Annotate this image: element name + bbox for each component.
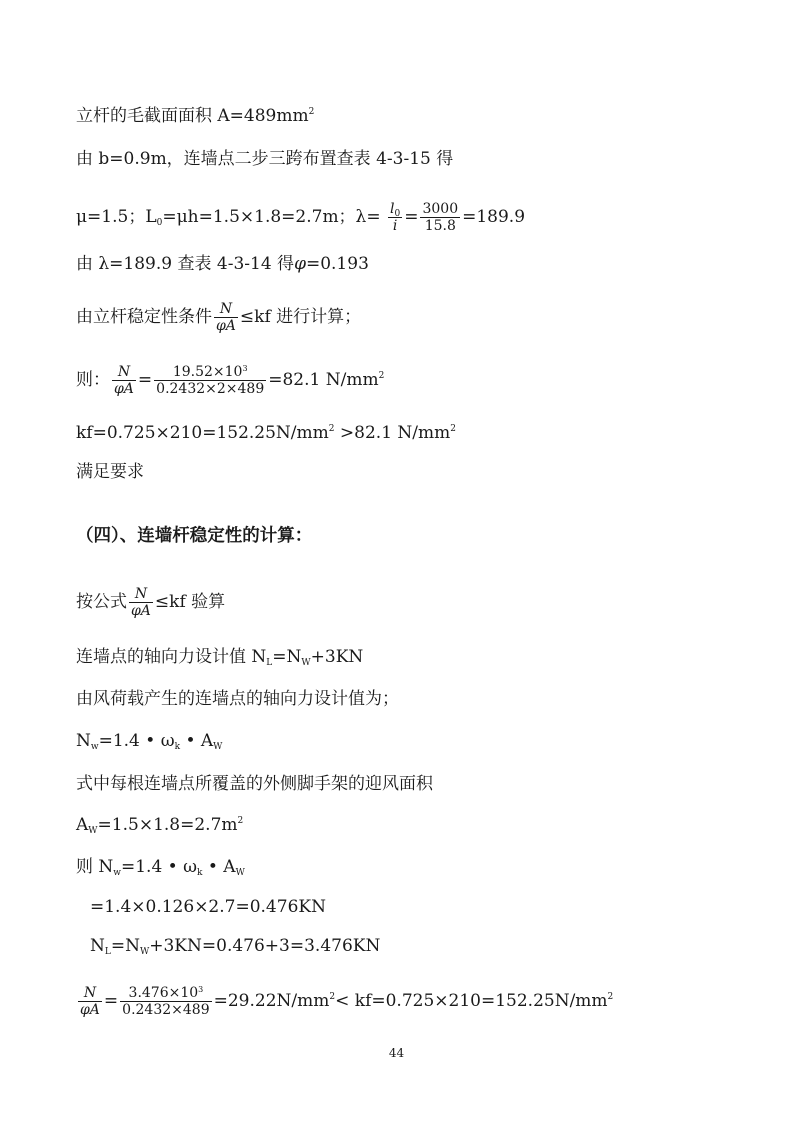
text: A — [76, 815, 89, 835]
numerator: 3.476×10 — [128, 985, 199, 1001]
denominator: 0.2432×489 — [122, 1002, 210, 1018]
axial-force-design-line — [76, 646, 363, 668]
subscript: W — [213, 742, 223, 752]
text: =0.193 — [305, 254, 369, 274]
page-number: 44 — [388, 1046, 405, 1060]
denominator: φA — [114, 381, 134, 397]
text: 由 λ=189.9 查表 4-3-14 得 — [76, 254, 295, 274]
windward-area-value-line — [76, 814, 243, 836]
subscript: L — [104, 947, 111, 957]
equals-sign: = — [137, 370, 153, 390]
wind-force-result-line — [90, 896, 326, 918]
fraction-force-over-area — [120, 985, 211, 1018]
text: =1.5×1.8=2.7m — [97, 815, 238, 835]
fraction-n-over-phia — [78, 985, 102, 1018]
wind-force-formula-line — [76, 730, 222, 752]
text: N — [90, 936, 105, 956]
text: 立杆的毛截面面积 A=489mm — [76, 106, 309, 126]
superscript: 2 — [328, 424, 335, 434]
text: >82.1 N/mm — [334, 423, 451, 443]
superscript: 3 — [242, 364, 248, 373]
text: 式中每根连墙点所覆盖的外侧脚手架的迎风面积 — [76, 774, 433, 794]
text: 由立杆稳定性条件 — [76, 307, 212, 327]
stability-coefficient-line — [76, 253, 369, 275]
text: =1.4 • ω — [98, 731, 175, 751]
stress-calculation-line — [76, 364, 384, 397]
text: =29.22N/mm — [213, 991, 330, 1011]
subscript: W — [235, 868, 245, 878]
wind-load-intro-line — [76, 688, 399, 710]
text: < kf=0.725×210=152.25N/mm — [335, 991, 608, 1011]
total-axial-force-line — [90, 935, 380, 957]
text: • A — [202, 857, 236, 877]
final-stress-check-line — [76, 985, 613, 1018]
numerator: 3000 — [422, 201, 459, 217]
subscript: k — [196, 868, 203, 878]
fraction-force-over-area — [154, 364, 266, 397]
equals-sign: = — [404, 207, 419, 227]
fraction-n-over-phia — [214, 301, 238, 334]
subscript: W — [139, 947, 150, 957]
text: =189.9 — [462, 207, 526, 227]
superscript: 2 — [329, 992, 336, 1002]
fraction-n-over-phia — [112, 364, 136, 397]
denominator: 0.2432×2×489 — [156, 381, 265, 397]
denominator: φA — [216, 318, 236, 334]
conclusion-line — [76, 461, 144, 483]
allowable-stress-line — [76, 422, 456, 444]
numerator: N — [129, 586, 153, 603]
subscript: k — [174, 742, 181, 752]
superscript: 2 — [450, 424, 456, 434]
denominator: φA — [80, 1002, 100, 1018]
text: 由 b=0.9m，连墙点二步三跨布置查表 4-3-15 得 — [76, 149, 454, 169]
text: =N — [110, 936, 140, 956]
numerator: l — [390, 201, 395, 217]
subscript: 0 — [156, 218, 163, 228]
text: ≤kf 验算 — [154, 592, 226, 612]
text: 按公式 — [76, 592, 127, 612]
text: 连墙点的轴向力设计值 N — [76, 647, 267, 667]
text: 满足要求 — [76, 462, 144, 482]
windward-area-definition-line — [76, 773, 433, 795]
gross-section-area-line — [76, 105, 314, 127]
subscript: w — [90, 742, 99, 752]
text: =82.1 N/mm — [268, 370, 379, 390]
equals-sign: = — [103, 991, 119, 1011]
numerator: N — [78, 985, 102, 1002]
text: 则 N — [76, 857, 114, 877]
text: 由风荷载产生的连墙点的轴向力设计值为； — [76, 689, 399, 709]
text: +3KN=0.476+3=3.476KN — [149, 936, 381, 956]
heading-text: （四）、连墙杆稳定性的计算： — [76, 526, 313, 546]
subscript: W — [301, 658, 311, 668]
text: =1.4 • ω — [121, 857, 197, 877]
denominator: i — [392, 218, 398, 234]
check-formula-line — [76, 586, 225, 619]
text: =N — [272, 647, 302, 667]
subscript: W — [88, 826, 98, 836]
text: 则： — [76, 370, 110, 390]
fraction-l0-over-i — [388, 201, 402, 234]
fraction-3000-over-15-8 — [420, 201, 460, 234]
fraction-n-over-phia — [129, 586, 153, 619]
text: +3KN — [310, 647, 364, 667]
superscript: 2 — [308, 107, 315, 117]
subscript: L — [266, 658, 273, 668]
text: =1.4×0.126×2.7=0.476KN — [90, 897, 326, 917]
subscript: w — [113, 868, 121, 878]
wall-tie-layout-line — [76, 148, 453, 170]
section-heading — [76, 525, 312, 547]
superscript: 2 — [607, 992, 614, 1002]
text: N — [76, 731, 91, 751]
numerator: 19.52×10 — [172, 364, 243, 380]
phi-symbol: φ — [294, 254, 306, 274]
wind-force-substitution-line — [76, 856, 245, 878]
superscript: 3 — [198, 985, 204, 994]
numerator: N — [214, 301, 238, 318]
text: • A — [180, 731, 214, 751]
denominator: 15.8 — [424, 218, 456, 234]
superscript: 2 — [237, 816, 244, 826]
text: μ=1.5；L — [76, 207, 157, 227]
slenderness-formula-line — [76, 201, 525, 234]
superscript: 2 — [378, 371, 385, 381]
text: ≤kf 进行计算； — [239, 307, 362, 327]
text: kf=0.725×210=152.25N/mm — [76, 423, 329, 443]
numerator: N — [112, 364, 136, 381]
subscript: 0 — [394, 209, 401, 219]
text: =μh=1.5×1.8=2.7m；λ= — [162, 207, 381, 227]
stability-condition-line — [76, 301, 361, 334]
denominator: φA — [131, 603, 151, 619]
